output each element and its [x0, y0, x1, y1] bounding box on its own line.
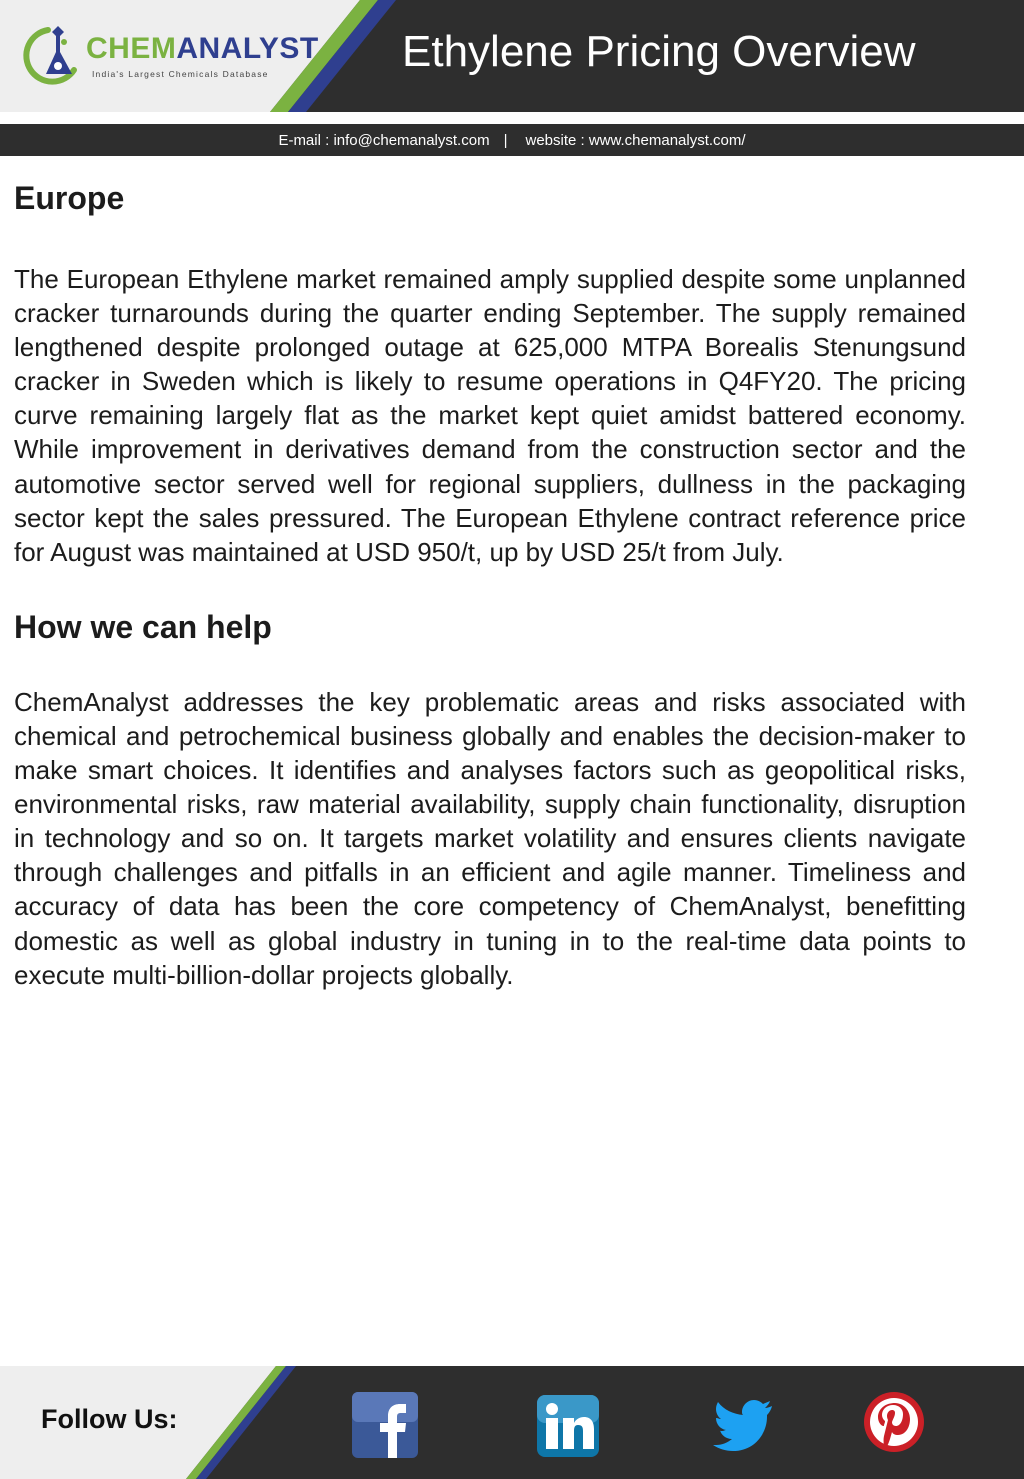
pinterest-link[interactable]: [862, 1390, 926, 1454]
page-header: [0, 0, 1024, 112]
follow-us-label: Follow Us:: [41, 1404, 178, 1434]
contact-separator: |: [503, 131, 508, 149]
section-heading-help: How we can help: [14, 608, 272, 645]
facebook-link[interactable]: [352, 1392, 418, 1458]
twitter-icon: [710, 1394, 776, 1460]
linkedin-link[interactable]: [537, 1395, 599, 1457]
logo-tagline: India's Largest Chemicals Database: [92, 69, 269, 79]
logo-wordmark: CHEMANALYST: [86, 32, 319, 65]
page-footer: [0, 1366, 1024, 1479]
linkedin-icon: [537, 1395, 599, 1457]
email-link[interactable]: E-mail : info@chemanalyst.com: [278, 131, 490, 149]
twitter-link[interactable]: [710, 1394, 776, 1460]
chemanalyst-logo[interactable]: [18, 22, 319, 88]
website-link[interactable]: website : www.chemanalyst.com/: [525, 131, 746, 149]
section-paragraph-europe: The European Ethylene market remained amply supplied despite some unplanned cracker turnarounds during the quarter ending September. The supply remained lengthened despite prolonged outage at 625,000 MTPA Borealis Stenungsund cracker in Sweden which is likely to resume operations in Q4FY20. The pricing curve remaining largely flat as the market kept quiet amidst battered economy. While improvement in derivatives demand from the construction sector and the automotive sector served well for regional suppliers, dullness in the packaging sector kept the sales pressured. The European Ethylene contract reference price for August was maintained at USD 950/t, up by USD 25/t from July.: [14, 264, 966, 567]
contact-bar: [0, 124, 1024, 156]
flask-logo-icon: [18, 22, 88, 88]
main-content: [14, 170, 966, 992]
section-heading-europe: Europe: [14, 180, 125, 216]
facebook-icon: [352, 1392, 418, 1458]
section-paragraph-help: ChemAnalyst addresses the key problematic areas and risks associated with chemical and petrochemical business globally and enables the decision-maker to make smart choices. It identifies and analyses factors such as geopolitical risks, environmental risks, raw material availability, supply chain functionality, disruption in technology and so on. It targets market volatility and ensures clients navigate through challenges and pitfalls in an efficient and agile manner. Timeliness and accuracy of data has been the core competency of ChemAnalyst, benefitting domestic as well as global industry in tuning in to the real-time data points to execute multi-billion-dollar projects globally.: [14, 686, 966, 990]
pinterest-icon: [862, 1390, 926, 1454]
page-title: Ethylene Pricing Overview: [402, 27, 916, 76]
